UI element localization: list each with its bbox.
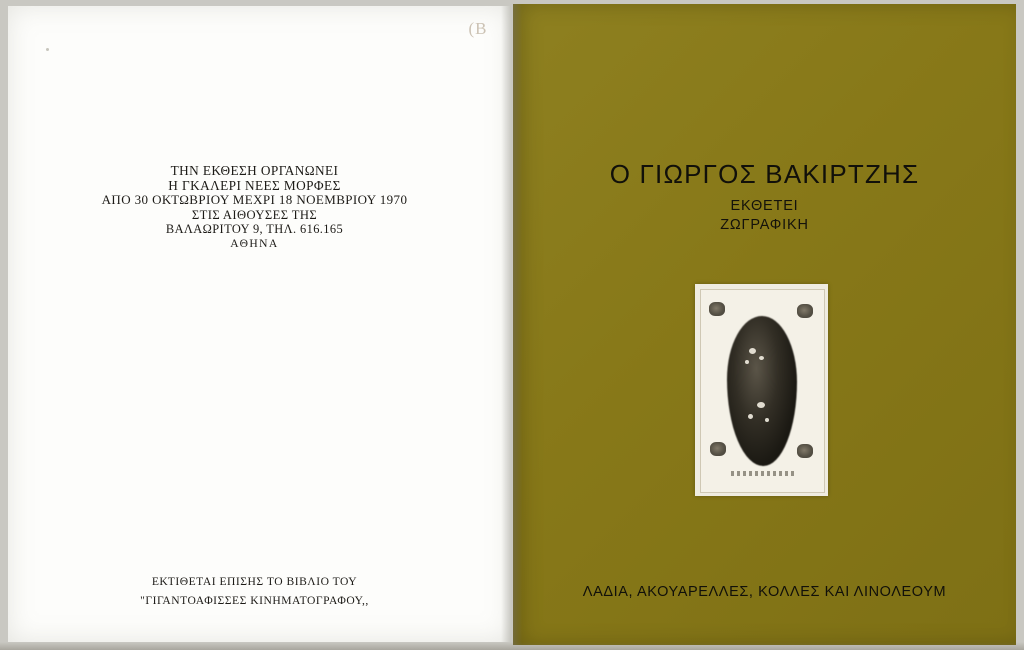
left-footer-block <box>8 572 501 610</box>
gutter-shadow <box>513 4 522 645</box>
artwork-highlight-4 <box>757 402 765 408</box>
left-page <box>8 6 511 642</box>
artwork-highlight-6 <box>765 418 769 422</box>
cover-subtitle-block <box>513 197 1016 235</box>
right-page-front-cover <box>513 4 1016 645</box>
artwork-corner-motif-top-left <box>709 302 725 316</box>
artwork-corner-motif-bottom-right <box>797 444 813 458</box>
paper-speck <box>46 48 49 51</box>
artwork-image <box>700 289 825 493</box>
cover-footer: ΛΑΔΙΑ, ΑΚΟΥΑΡΕΛΛΕΣ, ΚΟΛΛΕΣ ΚΑΙ ΛΙΝΟΛΕΟΥΜ <box>582 584 947 600</box>
left-footer-line-1: ΕΚΤΙΘΕΤΑΙ ΕΠΙΣΗΣ ΤΟ ΒΙΒΛΙΟ ΤΟΥ <box>151 575 358 588</box>
artwork-central-form <box>727 316 797 466</box>
cover-subtitle-line-1: ΕΚΘΕΤΕΙ <box>730 198 799 214</box>
organizer-text-block <box>8 164 501 252</box>
organizer-line-5: ΒΑΛΑΩΡΙΤΟΥ 9, ΤΗΛ. 616.165 <box>165 222 344 237</box>
organizer-line-1: ΤΗΝ ΕΚΘΕΣΗ ΟΡΓΑΝΩΝΕΙ <box>170 163 339 178</box>
organizer-line-3: ΑΠΟ 30 ΟΚΤΩΒΡΙΟΥ ΜΕΧΡΙ 18 ΝΟΕΜΒΡΙΟΥ 1970 <box>101 192 408 208</box>
artwork-highlight-1 <box>749 348 756 354</box>
artwork-highlight-3 <box>745 360 749 364</box>
artwork-highlight-2 <box>759 356 764 360</box>
artwork-corner-motif-top-right <box>797 304 813 318</box>
spread-bottom-shadow <box>0 642 1024 650</box>
organizer-line-6: ΑΘΗΝΑ <box>230 236 279 250</box>
faint-stamp-mark <box>451 12 505 46</box>
artwork-caption-line <box>731 471 795 476</box>
artwork-plate <box>695 284 828 496</box>
organizer-line-2: Η ΓΚΑΛΕΡΙ ΝΕΕΣ ΜΟΡΦΕΣ <box>168 177 341 193</box>
cover-title: Ο ΓΙΩΡΓΟΣ ΒΑΚΙΡΤΖΗΣ <box>609 159 920 189</box>
left-footer-line-2: "ΓΙΓΑΝΤΟΑΦΙΣΣΕΣ ΚΙΝΗΜΑΤΟΓΡΑΦΟΥ,, <box>140 594 369 607</box>
faint-stamp-text: (B <box>468 19 488 38</box>
cover-subtitle-line-2: ΖΩΓΡΑΦΙΚΗ <box>720 217 809 233</box>
artwork-corner-motif-bottom-left <box>710 442 726 456</box>
organizer-line-4: ΣΤΙΣ ΑΙΘΟΥΣΕΣ ΤΗΣ <box>191 207 318 222</box>
artwork-highlight-5 <box>748 414 753 419</box>
